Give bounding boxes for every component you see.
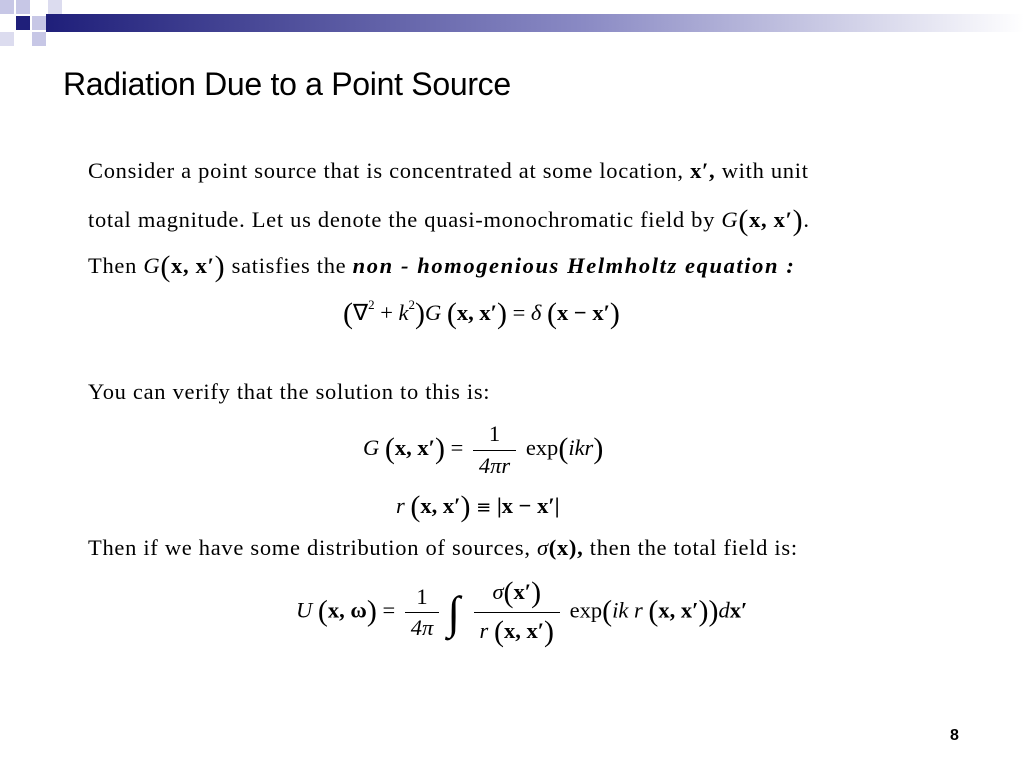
equals-sign: = <box>450 435 464 461</box>
field-U: U <box>296 597 313 623</box>
helmholtz-equation: $(\nabla^2 + k^2)G$ (x, x′) = δ (x − x′) <box>343 297 620 330</box>
para1-line2-period: . <box>803 207 810 232</box>
deco-square <box>32 16 46 30</box>
distance-r: r <box>396 493 405 518</box>
distance-r: r <box>479 618 489 643</box>
solution-equation: G (x, x′) = $\frac{1}{4\pi r}$ exp(ikr) <box>363 421 604 478</box>
fraction-numerator: 1 <box>473 423 516 451</box>
definition-symbol: ≡ <box>476 497 492 518</box>
solution-fraction <box>473 423 516 477</box>
source-density-sigma: σ <box>536 535 549 560</box>
green-function-args: x, x′ <box>749 207 793 232</box>
wavenumber-k: k <box>398 300 409 325</box>
deco-square <box>16 16 30 30</box>
para2: You can verify that the solution to this is: <box>88 379 491 404</box>
equals-sign: = <box>512 300 526 325</box>
deco-square <box>16 0 30 14</box>
green-function-args: x, x′ <box>394 435 435 461</box>
para1-line2-text: total magnitude. Let us denote the quasi-monochromatic field by <box>88 207 716 232</box>
nabla-symbol: ∇ <box>353 300 369 325</box>
green-function-G: G <box>143 253 161 278</box>
distance-args: x, x′ <box>420 493 461 518</box>
delta-function: δ <box>530 300 542 325</box>
equals-sign: = <box>382 597 396 623</box>
green-function-G: G <box>363 435 380 461</box>
integrand-denominator: r (x, x′) <box>479 615 555 648</box>
deco-square <box>0 32 14 46</box>
integrand-numerator: σ(x′) <box>474 578 560 613</box>
green-function-G: G <box>721 207 739 232</box>
para3 <box>88 537 798 560</box>
para1-line2: total magnitude. Let us denote the quasi-monochromatic field by G(x, x′). <box>88 204 810 237</box>
integrand-fraction <box>474 578 560 647</box>
source-location-var: x′, <box>690 158 716 183</box>
sigma-argument: x′ <box>513 579 532 604</box>
fraction-denominator: 4π <box>410 615 434 640</box>
plus-sign: + <box>380 300 393 325</box>
para1-line3-mid: satisfies the <box>231 253 347 278</box>
total-field-equation: U (x, ω) = $\frac{1}{4\pi}$ ∫ $\frac{\sigma(x')}{r (x, x')}$ exp(ik r (x, x′))dx′ <box>296 576 748 648</box>
absolute-difference: |x − x′| <box>496 493 560 518</box>
integral-sign: ∫ <box>447 586 460 638</box>
para1-line3-then: Then <box>88 253 138 278</box>
para1-line1-text: Consider a point source that is concentrated at some location, <box>88 158 684 183</box>
exp-args: x, x′ <box>658 597 699 623</box>
para1-line3: Then G(x, x′) satisfies the non - homogenious Helmholtz equation : <box>88 250 796 283</box>
exp-function: exp <box>525 435 559 461</box>
prefactor-fraction <box>405 583 440 640</box>
exp-ikr: ik r <box>612 597 643 623</box>
header-decoration <box>0 0 1024 60</box>
green-function-args: x, x′ <box>171 253 215 278</box>
exp-argument: ikr <box>568 435 594 461</box>
distance-args: x, x′ <box>503 618 545 643</box>
page-number: 8 <box>950 727 959 744</box>
green-function-args: x, x′ <box>456 300 497 325</box>
deco-square <box>48 0 62 14</box>
deco-square <box>32 32 46 46</box>
para3-text: Then if we have some distribution of sources, <box>88 535 531 560</box>
source-density-sigma: σ <box>492 579 504 604</box>
header-bar <box>46 14 1024 32</box>
green-function-G: G <box>425 300 442 325</box>
exp-function: exp <box>569 597 603 623</box>
helmholtz-emphasis: non - homogenious Helmholtz equation : <box>352 253 796 278</box>
delta-args: x − x′ <box>557 300 610 325</box>
differential-d: d <box>718 597 730 623</box>
k-exponent: 2 <box>408 297 416 312</box>
sigma-argument: (x), <box>548 535 584 560</box>
differential-var: x′ <box>729 597 748 623</box>
para1-line1-tail: with unit <box>721 158 809 183</box>
para1-line1 <box>88 160 809 183</box>
deco-square <box>0 0 14 14</box>
nabla-exponent: 2 <box>368 297 375 312</box>
field-args: x, ω <box>327 597 367 623</box>
para3-tail: then the total field is: <box>589 535 798 560</box>
fraction-denominator: 4πr <box>478 452 511 478</box>
r-definition: r (x, x′) ≡ |x − x′| <box>396 490 560 523</box>
slide-title: Radiation Due to a Point Source <box>63 66 511 102</box>
fraction-numerator: 1 <box>405 586 440 614</box>
